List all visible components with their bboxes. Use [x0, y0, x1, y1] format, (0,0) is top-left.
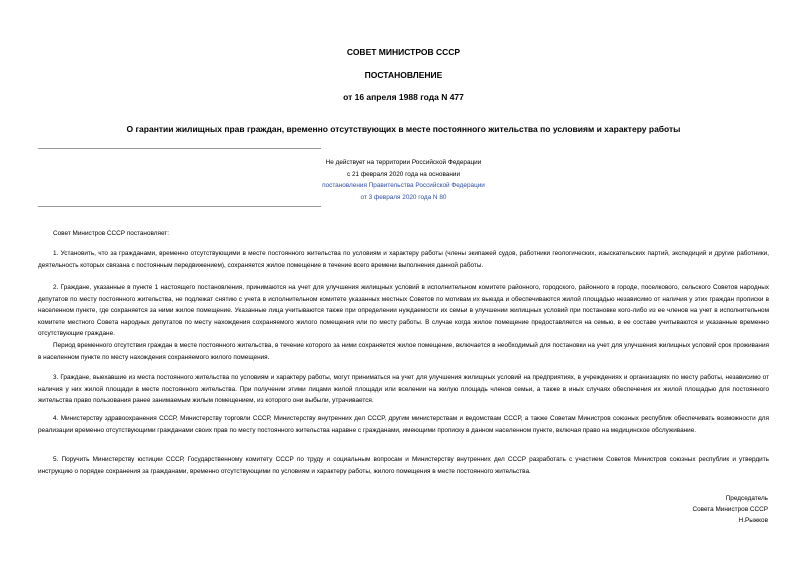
preamble-text: Совет Министров СССР постановляет: [53, 230, 169, 237]
paragraph-1 [38, 248, 769, 271]
paragraph-2-continued [38, 340, 769, 363]
notice-top-divider [38, 148, 321, 149]
signatory-role: Председатель [725, 495, 768, 502]
notice-link-resolution[interactable]: постановления Правительства Российской Федерации [322, 182, 485, 190]
notice-line-date: с 21 февраля 2020 года на основании [346, 170, 461, 178]
document-type: ПОСТАНОВЛЕНИЕ [364, 70, 443, 80]
notice-line-status: Не действует на территории Российской Федерации [325, 159, 482, 166]
signature-block [692, 493, 768, 526]
paragraph-text: Период временного отсутствия граждан в месте постоянного жительства, в течение которого за ними сохраняется жилое помещение, включается в необходимый для постановки на учет для улучшения жилищных условий срок проживания в населенном пункте по месту нахождения сохраняемого жилого помещения. [38, 342, 769, 361]
paragraph-2 [38, 282, 769, 340]
paragraph-text: 1. Установить, что за гражданами, временно отсутствующими в месте постоянного жительства по условиям и характеру работы (члены экипажей судов, работники геологических, изыскательских партий, экспедиций и другие работники, деятельность которых связана с постоянным передвижением), сохраняется жилое помещение в течение всего времени выполнения данной работы. [38, 250, 769, 269]
preamble [38, 228, 769, 240]
paragraph-4 [38, 413, 769, 436]
paragraph-text: 3. Граждане, выехавшие из места постоянного жительства по условиям и характеру работы, могут приниматься на учет для улучшения жилищных условий на предприятиях, в учреждениях и организациях по месту работы, независимо от наличия у них жилой площади в месте постоянного жительства. При получении этими лицами жилой площади или вселении на жилую площадь членов семьи, а также в иных случаях обеспечения их жилой площадью для постоянного жительства право пользования ранее занимаемым жилым помещением, из которого они выбыли, утрачивается. [38, 374, 769, 405]
signatory-name: Н.Рыжков [738, 517, 768, 524]
issuing-body: СОВЕТ МИНИСТРОВ СССР [346, 47, 461, 57]
paragraph-5 [38, 454, 769, 477]
notice-bottom-divider [38, 206, 321, 207]
paragraph-text: 5. Поручить Министерству юстиции СССР, Государственному комитету СССР по труду и социальным вопросам и Министерству внутренних дел СССР разработать с участием Советов Министров союзных республик и утвердить инструкцию о порядке сохранения за гражданами, временно отсутствующими по условиям и характеру работы, жилого помещения в месте постоянного жительства. [38, 456, 769, 475]
signatory-organization: Совета Министров СССР [692, 506, 768, 513]
paragraph-text: 2. Граждане, указанные в пункте 1 настоящего постановления, принимаются на учет для улучшения жилищных условий в исполнительном комитете районного, городского, районного в городе, поселкового, сельского Советов народных депутатов по месту постоянного жительства, не подлежат снятию с учета в исполнительном комитете указанных местных Советов по мотивам их выезда и обеспечиваются жилой площадью независимо от наличия у этих граждан прописки в населенном пункте, где сохраняется за ними жилое помещение. Указанные лица учитываются также при определении нуждаемости их семьи в улучшении жилищных условий при постановке кого-либо из ее членов на учет в исполнительном комитете местного Совета народных депутатов по месту нахождения сохраняемого жилого помещения или по месту работы. В случае когда жилое помещение предоставляется на семью, в ее составе учитываются и указанные временно отсутствующие граждане. [38, 284, 769, 338]
notice-link-resolution-date[interactable]: от 3 февраля 2020 года N 80 [360, 193, 447, 201]
paragraph-text: 4. Министерству здравоохранения СССР, Министерству торговли СССР, Министерству внутренних дел СССР, другим министерствам и ведомствам СССР, а также Советам Министров союзных республик обеспечивать возможности для реализации временно отсутствующими гражданами своих прав по месту постоянного жительства наравне с гражданами, имеющими прописку в данном населенном пункте, включая право на медицинское обслуживание. [38, 415, 769, 434]
validity-notice [0, 157, 807, 203]
document-title: О гарантии жилищных прав граждан, временно отсутствующих в месте постоянного жительства по условиям и характеру работы [126, 124, 681, 134]
paragraph-3 [38, 372, 769, 407]
document-date-number: от 16 апреля 1988 года N 477 [343, 92, 464, 102]
